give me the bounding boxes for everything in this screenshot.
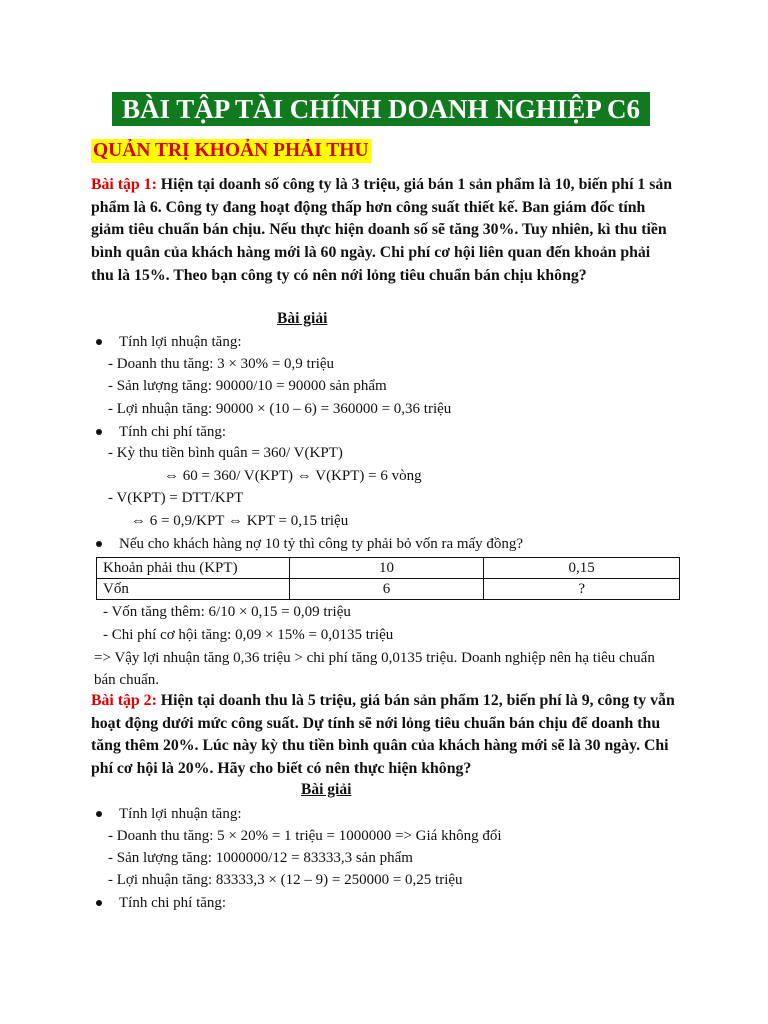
exercise-1-solution-heading: Bài giải: [277, 310, 328, 327]
exercise-1-output-line: - Sản lượng tăng: 90000/10 = 90000 sản phẩm: [108, 378, 387, 394]
exercise-1-period-line: - Kỳ thu tiền bình quân = 360/ V(KPT): [108, 445, 343, 461]
exercise-2-tag: Bài tập 2:: [91, 692, 157, 709]
exercise-2-profit-line: - Lợi nhuận tăng: 83333,3 × (12 – 9) = 250000 = 0,25 triệu: [108, 872, 463, 888]
bullet-icon: [96, 811, 102, 817]
table-row: [97, 558, 680, 579]
exercise-1-cost-bullet: Tính chi phí tăng:: [119, 424, 227, 440]
bullet-icon: [96, 429, 102, 435]
exercise-2-revenue-line: - Doanh thu tăng: 5 × 20% = 1 triệu = 1000000 => Giá không đổi: [108, 828, 502, 844]
exercise-1-turnover-calc: ⇔ 6 = 0,9/KPT ⇔ KPT = 0,15 triệu: [131, 513, 349, 529]
exercise-2-problem: [91, 690, 676, 781]
exercise-2-solution-heading: Bài giải: [301, 781, 352, 798]
exercise-1-tag: Bài tập 1:: [91, 176, 157, 193]
table-cell: ?: [484, 579, 680, 600]
receivables-table: [96, 557, 680, 600]
table-cell: 10: [289, 558, 484, 579]
table-cell: 6: [289, 579, 484, 600]
exercise-1-capital-line: - Vốn tăng thêm: 6/10 × 0,15 = 0,09 triệu: [103, 604, 351, 620]
table-cell: Khoản phải thu (KPT): [97, 558, 290, 579]
exercise-1-profit-bullet: Tính lợi nhuận tăng:: [119, 334, 242, 350]
table-row: [97, 579, 680, 600]
table-cell: 0,15: [484, 558, 680, 579]
exercise-1-text: Hiện tại doanh số công ty là 3 triệu, giá bán 1 sản phẩm là 10, biến phí 1 sản phẩm là 6. Công ty đang hoạt động thấp hơn công suất thiết kế. Ban giám đốc tính giảm tiêu chuẩn bán chịu. Nếu thực hiện doanh số sẽ tăng 30%. Tuy nhiên, kì thu tiền bình quân của khách hàng mới là 60 ngày. Chi phí cơ hội liên quan đến khoản phải thu là 15%. Theo bạn công ty có nên nới lỏng tiêu chuẩn bán chịu không?: [91, 176, 673, 284]
exercise-1-turnover-line: - V(KPT) = DTT/KPT: [108, 490, 244, 506]
exercise-1-profit-line: - Lợi nhuận tăng: 90000 × (10 – 6) = 360000 = 0,36 triệu: [108, 401, 452, 417]
exercise-1-opportunity-line: - Chi phí cơ hội tăng: 0,09 × 15% = 0,0135 triệu: [103, 627, 394, 643]
exercise-1-question-bullet: Nếu cho khách hàng nợ 10 tỷ thì công ty phải bỏ vốn ra mấy đồng?: [119, 536, 524, 552]
bullet-icon: [96, 339, 102, 345]
exercise-2-text: Hiện tại doanh thu là 5 triệu, giá bán sản phẩm 12, biến phí là 9, công ty vẫn hoạt động dưới mức công suất. Dự tính sẽ nới lỏng tiêu chuẩn bán chịu để doanh thu tăng thêm 20%. Lúc này kỳ thu tiền bình quân của khách hàng mới sẽ là 30 ngày. Chi phí cơ hội là 20%. Hãy cho biết có nên thực hiện không?: [91, 692, 675, 778]
exercise-1-conclusion: [94, 647, 674, 691]
section-subtitle: QUẢN TRỊ KHOẢN PHẢI THU: [93, 140, 369, 161]
exercise-2-cost-bullet: Tính chi phí tăng:: [119, 895, 227, 911]
exercise-1-problem: [91, 174, 676, 288]
exercise-1-conclusion-text: => Vậy lợi nhuận tăng 0,36 triệu > chi phí tăng 0,0135 triệu. Doanh nghiệp nên hạ tiêu chuẩn bán chuẩn.: [94, 650, 655, 688]
exercise-1-period-calc: ⇔ 60 = 360/ V(KPT) ⇔ V(KPT) = 6 vòng: [164, 468, 422, 484]
table-cell: Vốn: [97, 579, 290, 600]
document-title: BÀI TẬP TÀI CHÍNH DOANH NGHIỆP C6: [112, 92, 650, 126]
bullet-icon: [96, 541, 102, 547]
exercise-2-profit-bullet: Tính lợi nhuận tăng:: [119, 806, 242, 822]
exercise-2-output-line: - Sản lượng tăng: 1000000/12 = 83333,3 sản phẩm: [108, 850, 413, 866]
exercise-1-revenue-line: - Doanh thu tăng: 3 × 30% = 0,9 triệu: [108, 356, 335, 372]
bullet-icon: [96, 900, 102, 906]
